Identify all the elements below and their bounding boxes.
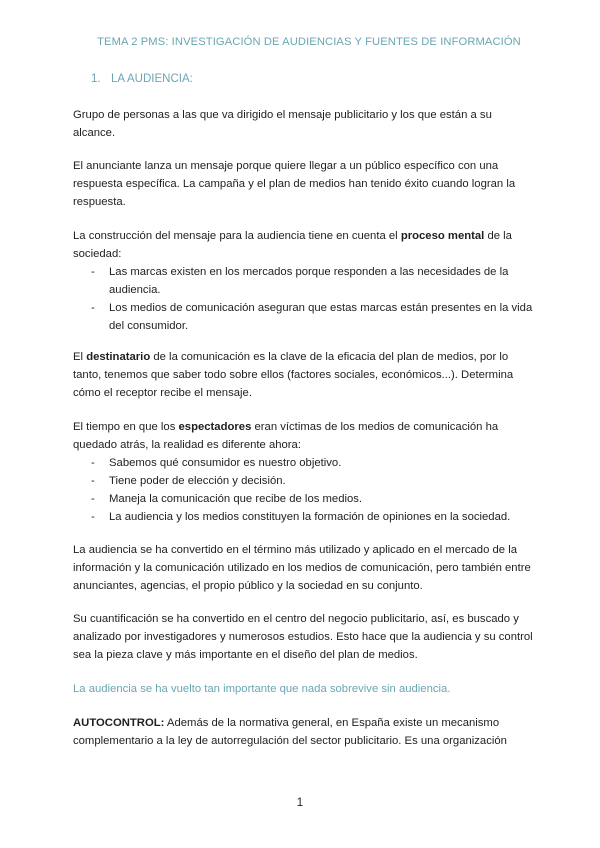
paragraph-text: Su cuantificación se ha convertido en el centro del negocio publicitario, así, es buscado y analizado por investigadores y numerosos estudios. Esto hace que la audiencia y su control sea la pieza clave y más importante en el diseño del plan de medios. bbox=[73, 613, 533, 661]
page-number: 1 bbox=[296, 797, 304, 809]
list-item-text: Sabemos qué consumidor es nuestro objetivo. bbox=[109, 457, 342, 469]
text-run: de la sociedad: bbox=[73, 230, 512, 260]
text-run: eran víctimas de los medios de comunicación ha quedado atrás, la realidad es diferente ahora: bbox=[73, 421, 499, 451]
dash-bullet: - bbox=[91, 475, 95, 487]
list-item-text: La audiencia y los medios constituyen la formación de opiniones en la sociedad. bbox=[109, 511, 511, 523]
paragraph-text bbox=[73, 418, 533, 454]
list-item bbox=[73, 490, 533, 508]
bold-term: AUTOCONTROL: bbox=[73, 717, 165, 729]
document-title: TEMA 2 PMS: INVESTIGACIÓN DE AUDIENCIAS Y FUENTES DE INFORMACIÓN bbox=[97, 36, 521, 48]
paragraph-text bbox=[73, 348, 533, 402]
text-run: Además de la normativa general, en España existe un mecanismo complementario a la ley de autorregulación del sector publicitario. Es una organización bbox=[73, 717, 507, 747]
paragraph-text bbox=[73, 227, 533, 263]
list-item bbox=[73, 454, 533, 472]
dash-bullet: - bbox=[91, 493, 95, 505]
paragraph-text: El anunciante lanza un mensaje porque quiere llegar a un público específico con una respuesta específica. La campaña y el plan de medios han tenido éxito cuando logran la respuesta. bbox=[73, 160, 516, 208]
dash-bullet: - bbox=[91, 302, 95, 314]
list-item-text: Los medios de comunicación aseguran que estas marcas están presentes en la vida del consumidor. bbox=[109, 302, 533, 332]
section-number: 1. bbox=[91, 73, 101, 85]
paragraph-text bbox=[73, 714, 533, 750]
list-item-text: Las marcas existen en los mercados porque responden a las necesidades de la audiencia. bbox=[109, 266, 509, 296]
bold-term: espectadores bbox=[178, 421, 252, 433]
list-item bbox=[73, 508, 533, 526]
list-item bbox=[73, 472, 533, 490]
dash-bullet: - bbox=[91, 266, 95, 278]
paragraph-audience-term bbox=[73, 541, 533, 595]
paragraph-quantification bbox=[73, 610, 533, 664]
text-run: El tiempo en que los bbox=[73, 421, 179, 433]
paragraph-text: La audiencia se ha convertido en el término más utilizado y aplicado en el mercado de la información y la comunicación utilizado en los medios de comunicación, pero también entre anunciantes, agencias, el propio público y la sociedad en su conjunto. bbox=[73, 544, 531, 592]
bold-term: destinatario bbox=[86, 351, 151, 363]
paragraph-autocontrol bbox=[73, 714, 533, 750]
list-item bbox=[73, 299, 533, 335]
text-run: de la comunicación es la clave de la eficacia del plan de medios, por lo tanto, tenemos que saber todo sobre ellos (factores sociales, económicos...). Determina cómo el receptor recibe el mensaje. bbox=[73, 351, 514, 399]
section-heading bbox=[91, 73, 193, 85]
bold-term: proceso mental bbox=[400, 230, 485, 242]
paragraph-message-construction bbox=[73, 227, 533, 335]
paragraph-recipient bbox=[73, 348, 533, 402]
paragraph-spectators bbox=[73, 418, 533, 526]
list-item bbox=[73, 263, 533, 299]
list-item-text: Maneja la comunicación que recibe de los medios. bbox=[109, 493, 363, 505]
list-item-text: Tiene poder de elección y decisión. bbox=[109, 475, 286, 487]
paragraph-definition bbox=[73, 106, 533, 142]
highlight-sentence bbox=[73, 680, 533, 698]
text-run: La construcción del mensaje para la audiencia tiene en cuenta el bbox=[73, 230, 401, 242]
dash-bullet: - bbox=[91, 511, 95, 523]
paragraph-text: Grupo de personas a las que va dirigido el mensaje publicitario y los que están a su alcance. bbox=[73, 109, 492, 139]
highlight-text: La audiencia se ha vuelto tan importante que nada sobrevive sin audiencia. bbox=[73, 683, 451, 695]
dash-bullet: - bbox=[91, 457, 95, 469]
paragraph-advertiser bbox=[73, 157, 533, 211]
section-title: LA AUDIENCIA: bbox=[111, 73, 193, 85]
bullet-list bbox=[73, 263, 533, 335]
text-run: El bbox=[73, 351, 87, 363]
bullet-list bbox=[73, 454, 533, 526]
